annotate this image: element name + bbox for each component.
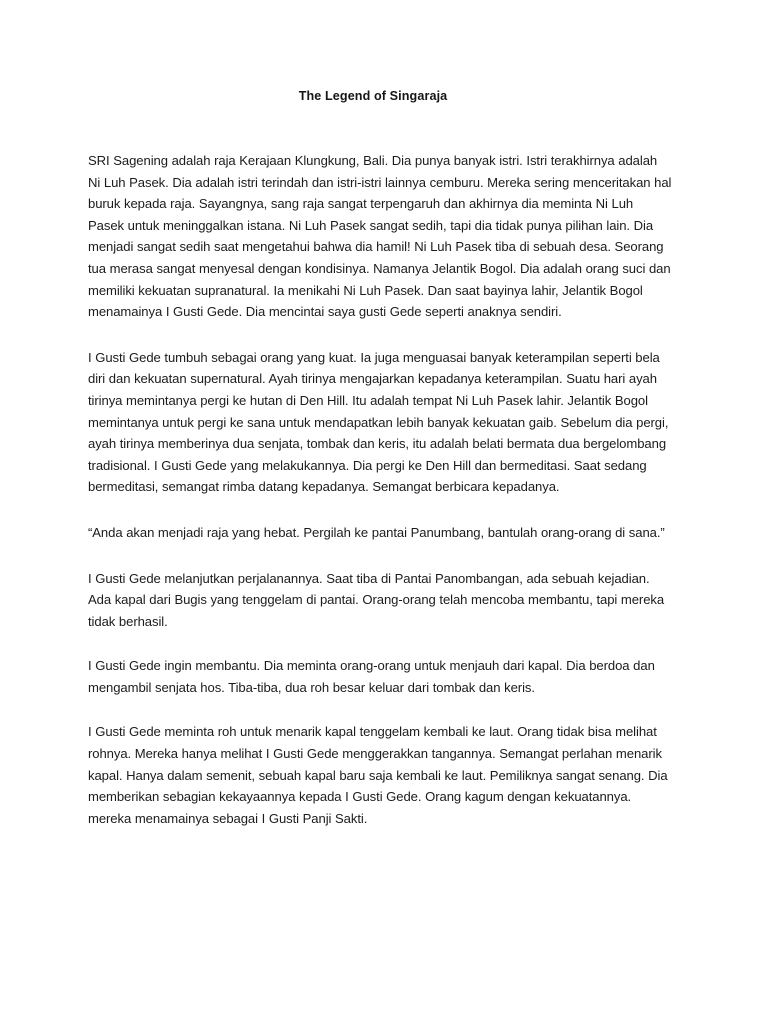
document-title: The Legend of Singaraja <box>298 89 448 103</box>
paragraph-spacer <box>88 323 672 347</box>
paragraph-6: I Gusti Gede meminta roh untuk menarik kapal tenggelam kembali ke laut. Orang tidak bisa melihat rohnya. Mereka hanya melihat I Gusti Gede menggerakkan tangannya. Semangat perlahan menarik kapal. Hanya dalam semenit, sebuah kapal baru saja kembali ke laut. Pemiliknya sangat senang. Dia memberikan sebagian kekayaannya kepada I Gusti Gede. Orang kagum dengan kekuatannya. mereka menamainya sebagai I Gusti Panji Sakti. <box>88 724 668 826</box>
paragraph-spacer <box>88 544 672 568</box>
paragraph-1: SRI Sagening adalah raja Kerajaan Klungkung, Bali. Dia punya banyak istri. Istri terakhirnya adalah Ni Luh Pasek. Dia adalah istri terindah dan istri-istri lainnya cemburu. Mereka sering menceritakan hal buruk kepada raja. Sayangnya, sang raja sangat terpengaruh dan akhirnya dia meminta Ni Luh Pasek untuk meninggalkan istana. Ni Luh Pasek sangat sedih, tapi dia tidak punya pilihan lain. Dia menjadi sangat sedih saat mengetahui bahwa dia hamil! Ni Luh Pasek tiba di sebuah desa. Seorang tua merasa sangat menyesal dengan kondisinya. Namanya Jelantik Bogol. Dia adalah orang suci dan memiliki kekuatan supranatural. Ia menikahi Ni Luh Pasek. Dan saat bayinya lahir, Jelantik Bogol menamainya I Gusti Gede. Dia mencintai saya gusti Gede seperti anaknya sendiri. <box>88 153 672 320</box>
paragraph-spacer <box>88 498 672 522</box>
paragraph-4: I Gusti Gede melanjutkan perjalanannya. Saat tiba di Pantai Panombangan, ada sebuah kejadian. Ada kapal dari Bugis yang tenggelam di pantai. Orang-orang telah mencoba membantu, tapi mereka tidak berhasil. <box>88 570 665 629</box>
paragraph-2: I Gusti Gede tumbuh sebagai orang yang kuat. Ia juga menguasai banyak keterampilan seperti bela diri dan kekuatan supernatural. Ayah tirinya mengajarkan kepadanya keterampilan. Suatu hari ayah tirinya memintanya pergi ke hutan di Den Hill. Itu adalah tempat Ni Luh Pasek lahir. Jelantik Bogol memintanya untuk pergi ke sana untuk mendapatkan lebih banyak kekuatan gaib. Sebelum dia pergi, ayah tirinya memberinya dua senjata, tombak dan keris, itu adalah belati bermata dua bergelombang tradisional. I Gusti Gede yang melakukannya. Dia pergi ke Den Hill dan bermeditasi. Saat sedang bermeditasi, semangat rimba datang kepadanya. Semangat berbicara kepadanya. <box>88 349 669 495</box>
document-body <box>88 88 672 829</box>
paragraph-5: I Gusti Gede ingin membantu. Dia meminta orang-orang untuk menjauh dari kapal. Dia berdoa dan mengambil senjata hos. Tiba-tiba, dua roh besar keluar dari tombak dan keris. <box>88 658 655 695</box>
paragraph-spacer <box>88 632 672 655</box>
paragraph-spacer <box>88 698 672 721</box>
paragraph-3-quote: “Anda akan menjadi raja yang hebat. Pergilah ke pantai Panumbang, bantulah orang-orang di sana.” <box>88 524 665 540</box>
title-spacer <box>88 104 672 150</box>
